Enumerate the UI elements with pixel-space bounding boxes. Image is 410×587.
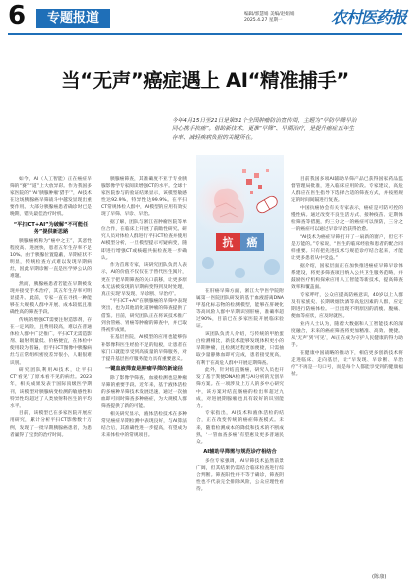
paragraph: 据介绍，国家层面正在加快推进癌症早筛早诊体系建设，将更多筛查项目纳入公共卫生服务范畴，并鼓励医疗机构探索应用人工智能等新技术，提高筛查效率和覆盖面。	[291, 263, 403, 291]
paragraph: 在健康中国战略的推动下，相信更多创新技术将走进临床、走向基层，让“早发现、早诊断、早治疗”不再是一句口号，而是每个人都能享受到的健康福祉。	[291, 350, 403, 378]
subheading: “平扫CT+AI”为破解“不可能任务”提供新思路	[13, 221, 89, 235]
paragraph: “平扫CT+AI”在胰腺癌的早筛中表现突出，也为其他消化道肿瘤的筛查提供了借鉴。目前，研究团队正在将该技术推广到食管癌、胃癌等肿瘤的筛查中，并已取得初步成果。	[101, 299, 187, 333]
paragraph: 相关研究显示，液体活检技术在多种常见癌症早期检测中表现良好，与AI算法结合后，其准确性进一步提高，有望成为未来体检中的常规项目。	[101, 411, 187, 439]
paragraph: 在基层医院，AI模型的应用也能够弥补影像科医生经验不足的短板，让患者在家门口就能享受到高质量的早筛服务，对于提升基层医疗服务能力具有重要意义。	[101, 335, 187, 362]
paragraph: 除了影像学筛查，血液检测也是肿瘤早筛的重要手段。近年来，基于液体活检的多癌种早筛技术发展迅速，通过一次抽血即可同时筛查多种癌症，为大规模人群筛查提供了新的可能。	[101, 375, 187, 410]
svg-text:癌: 癌	[246, 236, 258, 249]
editor-line: 编辑/郭慧娟 美编/赵娟娟	[244, 12, 295, 17]
article-lead	[172, 117, 358, 142]
paragraph: 该团队负责人介绍，与传统的甲胎蛋白检测相比，新技术能够发现体积更小的早期肿瘤，且检测过程更加便捷，只需抽取少量静脉血即可完成，患者接受度高，有利于在高危人群中开展定期筛查。	[196, 332, 284, 366]
subheading: AI辅助早筛需与规范诊疗相结合	[203, 448, 277, 455]
paragraph: 在肝癌早筛方面，浙江大学医学院附属第一医院团队研发的基于血液游离DNA甲基化标志物的检测模型，能够在肝硬化等高风险人群中早期识别肝癌，准确率超过90%，目前已在多家医院开展临床验证。	[196, 289, 284, 330]
article-column-2	[101, 176, 187, 574]
svg-text:抗: 抗	[222, 236, 234, 249]
paragraph: 如今，AI（人工智能）正在癌症早筛的“赛”“道”上大放异彩。作为我国多家医院的“‘AI’胰腺肿瘤‘猎手’”，AI技术在这场胰腺癌早筛战斗中越发显现出重要作用。大部分胰腺癌患者确诊时已是晚期，错失最佳治疗时机。	[10, 177, 92, 218]
paragraph: 作为首席专家，该研究团队负责人表示，AI的价值不仅仅在于替代医生阅片，更在于把早期筛查的关口前移，让更多原本无法被发现的早期病变得到及时处理，真正实现‘早发现、早诊断、早治疗’。	[101, 263, 187, 297]
paragraph: 胰腺癌筛查，其准确度不亚于专业胰腺影像学专家阅读增强CT的水平。全球十家医院参与的验证结果显示，该模型敏感性达92.9%，特异性达99.9%。在平扫CT常规体检人群中，AI模型的应用有效实现了早筛、早诊、早治。	[101, 177, 187, 218]
paragraph: “AI技术为癌症早筛打开了一扇新的窗户，但它不是万能的。”专家说，“医生的临床经验和患者的配合同样重要。只有把先进技术与规范诊疗结合起来，才能让更多患者从中受益。”	[291, 234, 403, 262]
page-header	[0, 0, 410, 40]
article-column-1	[10, 176, 92, 574]
article-author: (陈康)	[372, 574, 387, 580]
header-rule	[8, 33, 402, 35]
article-column-3	[196, 288, 284, 574]
paragraph: 胰腺癌被称为“癌中之王”，其恶性程度高、进展快，患者五年生存率不足10%。由于胰腺位置隐蔽，早期症状不明显，传统检查方式难以发现早期病灶，因此早期诊断一直是医学界公认的难题。	[10, 238, 92, 280]
date-line: 2025.4.27 星期一	[244, 18, 283, 24]
lead-paragraph: 今年4月15日至21日是第31个全国肿瘤防治宣传周，主题为“早防早筛早治 同心携手抗癌”。借助新技术，更准“早筛”、早期治疗，是提升癌症五年生存率、减轻疾病负担的关键所在。	[172, 118, 357, 141]
paragraph: 然而，胰腺癌患者若能在早期被发现并接受手术治疗，其五年生存率可明显提升。此前，专家一直在寻找一种能够在大规模人群中开展、成本较低且准确性高的筛查手段。	[10, 281, 92, 316]
paragraph: 目前，该模型已在多家医院开展应用研究，累计分析平扫CT影像数十万例，发现了一批早期胰腺癌患者，为患者赢得了宝贵的治疗时间。	[10, 411, 92, 438]
paragraph: 据了解，团队与浙江省肿瘤医院等单位合作，在临床上开展了前瞻性研究。研究人员对体检人群进行平扫CT检查并使用AI模型分析，一旦模型提示可疑病变，随即进行增强CT或核磁共振检查进一步确认。	[101, 220, 187, 261]
section-label: 专题报道	[36, 9, 110, 28]
paragraph: 中国抗癌协会有关专家表示，癌症是可防可控的慢性病。通过改变不良生活方式、接种疫苗、定期体检筛查等措施，约三分之一的癌症可以预防，三分之一的癌症可以通过早诊早治获得治愈。	[291, 205, 403, 233]
article-column-4	[291, 176, 403, 570]
page-meta	[244, 12, 328, 25]
paragraph: 目前我国多项AI辅助早筛产品已获得国家药品监督管理局批准，进入临床应用阶段。专家建议，高危人群应在医生指导下选择合适的筛查方式，并按照规定的时间间隔进行复查。	[291, 177, 403, 204]
paragraph: 专家呼吁，公众应提高防癌意识，40岁以上人群及有家族史、长期吸烟饮酒等高危因素的人群，应定期进行防癌体检。一旦出现不明原因的消瘦、腹痛、便血等症状，应及时就医。	[291, 292, 403, 320]
paragraph: 多位专家强调，AI早筛技术虽然前景广阔，但其结果仍需结合临床检查进行综合判断。筛查阳性并不等于确诊，筛查阴性也不代表完全排除风险，公众应理性看待。	[196, 458, 284, 493]
article-headline: 当“无声”癌症遇上 AI“精准捕手”	[61, 69, 349, 92]
subheading: 一键血液筛查是肿瘤早筛的新途径	[105, 365, 183, 372]
paragraph: 传统的增强CT需要注射造影剂，存在一定风险，且费用较高，难以在普通体检人群中广泛推广。平扫CT无需造影剂、辐射剂量低、价格便宜，在体检中使用较为普遍，但平扫CT图像中胰腺病灶与正常组织密度差异很小，人眼很难识别。	[10, 317, 92, 366]
paragraph: 研究团队利用AI技术，让平扫CT‘看见’了原本看不见的病灶。2023年，相关成果发表于国际顶级医学期刊，该模型对胰腺病变检测的敏感性和特异性均超过了人类放射科医生的平均水平。	[10, 368, 92, 409]
anti-cancer-photo	[196, 155, 284, 283]
paragraph: 此外，针对结直肠癌，研究人员也开发了基于粪便DNA检测与AI分析的无创早筛方案。在一项涉及上万人的多中心研究中，该方案对结直肠癌的检出率超过九成，对进展期腺瘤也具有较好的识别能力。	[196, 368, 284, 409]
page-number: 6	[8, 1, 27, 31]
photo-illustration	[196, 155, 284, 283]
paragraph: 专家指出，AI技术和液体活检的结合，正在改变传统的癌症筛查模式。未来，随着检测成本的降低和技术的不断成熟，‘一管血查多癌’有望惠及更多普通民众。	[196, 411, 284, 445]
paragraph: 业内人士认为，随着大数据和人工智能技术的深度融合，未来的癌症筛查将更加精准、高效、便捷。从‘无声’到‘可见’，AI正在成为守护人民健康的得力助手。	[291, 321, 403, 349]
masthead-logo: 农村医药报	[331, 8, 407, 27]
